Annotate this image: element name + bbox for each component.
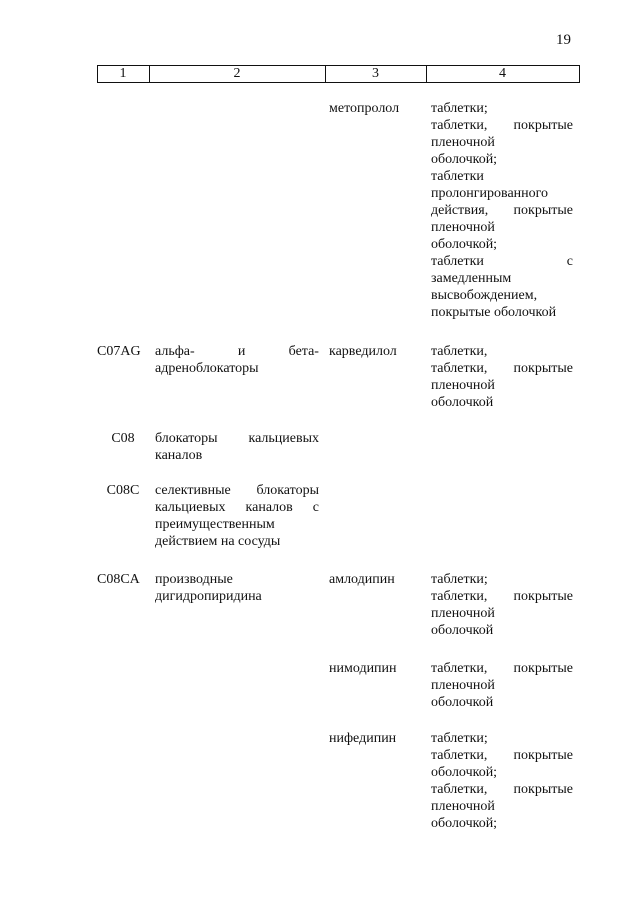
forms-word: пленочной — [431, 378, 495, 393]
group-line — [155, 499, 319, 516]
atc-code: C08C — [106, 483, 140, 498]
forms-line — [431, 781, 573, 798]
group-line — [155, 516, 319, 533]
atc-code: C07AG — [97, 344, 141, 359]
dosage-forms — [431, 660, 573, 711]
forms-line — [431, 747, 573, 764]
forms-word: таблетки, — [431, 782, 488, 797]
group-line — [155, 343, 319, 360]
forms-word: таблетки; — [431, 101, 488, 116]
group-word: кальциевых — [248, 431, 319, 446]
forms-word: покрытые — [513, 361, 573, 376]
forms-line — [431, 100, 573, 117]
atc-group-name — [155, 482, 319, 550]
forms-word: покрытые — [513, 661, 573, 676]
atc-code: C08 — [111, 431, 135, 446]
forms-word: таблетки, — [431, 748, 488, 763]
group-word: с — [312, 500, 319, 515]
forms-line — [431, 343, 573, 360]
dosage-forms — [431, 100, 573, 321]
forms-word: таблетки; — [431, 572, 488, 587]
forms-line — [431, 185, 573, 202]
forms-word: оболочкой — [431, 623, 494, 638]
forms-word: покрытые — [513, 118, 573, 133]
forms-line — [431, 360, 573, 377]
atc-group-name — [155, 571, 319, 605]
forms-word: пленочной — [431, 135, 495, 150]
forms-line — [431, 394, 573, 411]
forms-word: оболочкой; — [431, 816, 498, 831]
group-line — [155, 430, 319, 447]
page-number: 19 — [556, 32, 571, 48]
group-word: альфа- — [155, 344, 195, 359]
forms-line — [431, 660, 573, 677]
forms-line — [431, 270, 573, 287]
drug-name: нимодипин — [329, 661, 397, 676]
forms-line — [431, 588, 573, 605]
group-word: кальциевых — [155, 500, 226, 515]
forms-word: покрытые — [513, 589, 573, 604]
forms-word: пленочной — [431, 678, 495, 693]
group-word: дигидропиридина — [155, 589, 262, 604]
forms-line — [431, 219, 573, 236]
forms-line — [431, 377, 573, 394]
group-word: бета- — [288, 344, 319, 359]
forms-line — [431, 605, 573, 622]
forms-line — [431, 677, 573, 694]
group-word: адреноблокаторы — [155, 361, 259, 376]
forms-line — [431, 815, 573, 832]
forms-line — [431, 571, 573, 588]
group-word: преимущественным — [155, 517, 275, 532]
group-word: действием на сосуды — [155, 534, 281, 549]
group-word: блокаторы — [256, 483, 319, 498]
forms-word: таблетки; — [431, 731, 488, 746]
header-col-3: 3 — [372, 66, 379, 81]
dosage-forms — [431, 343, 573, 411]
forms-line — [431, 730, 573, 747]
group-line — [155, 588, 319, 605]
forms-line — [431, 151, 573, 168]
header-col-1: 1 — [119, 66, 127, 81]
forms-word: пленочной — [431, 799, 495, 814]
forms-word: покрытые — [513, 203, 573, 218]
forms-word: покрытые — [513, 782, 573, 797]
forms-word: высвобождением, — [431, 288, 538, 303]
forms-word: действия, — [431, 203, 489, 218]
forms-word: замедленным — [431, 271, 512, 286]
forms-line — [431, 764, 573, 781]
forms-line — [431, 134, 573, 151]
forms-line — [431, 304, 573, 321]
group-line — [155, 533, 319, 550]
group-word: каналов — [245, 500, 293, 515]
forms-word: оболочкой; — [431, 765, 498, 780]
drug-name: метопролол — [329, 101, 400, 116]
group-word: блокаторы — [155, 431, 218, 446]
forms-word: оболочкой — [431, 695, 494, 710]
forms-word: пленочной — [431, 606, 495, 621]
drug-name: карведилол — [329, 344, 397, 359]
forms-word: пленочной — [431, 220, 495, 235]
group-line — [155, 571, 319, 588]
forms-word: покрытые оболочкой — [431, 305, 557, 320]
dosage-forms — [431, 571, 573, 639]
forms-line — [431, 253, 573, 270]
forms-word: оболочкой; — [431, 152, 498, 167]
header-col-2: 2 — [233, 66, 241, 81]
forms-line — [431, 798, 573, 815]
forms-line — [431, 694, 573, 711]
table-header — [97, 65, 580, 83]
atc-group-name — [155, 430, 319, 464]
group-word: селективные — [155, 483, 231, 498]
drug-name: нифедипин — [329, 731, 397, 746]
group-word: каналов — [155, 448, 203, 463]
forms-line — [431, 168, 573, 185]
atc-code: C08CA — [97, 572, 140, 587]
atc-group-name — [155, 343, 319, 377]
group-line — [155, 360, 319, 377]
forms-word: таблетки, — [431, 589, 488, 604]
forms-word: таблетки, — [431, 661, 488, 676]
forms-word: покрытые — [513, 748, 573, 763]
forms-line — [431, 622, 573, 639]
forms-word: таблетки, — [431, 361, 488, 376]
dosage-forms — [431, 730, 573, 832]
forms-word: пролонгированного — [431, 186, 549, 201]
group-word: и — [237, 344, 246, 359]
forms-word: таблетки — [431, 169, 484, 184]
group-word: производные — [155, 572, 233, 587]
forms-word: с — [566, 254, 573, 269]
drug-name: амлодипин — [329, 572, 395, 587]
header-col-4: 4 — [499, 66, 506, 81]
forms-line — [431, 236, 573, 253]
forms-word: таблетки, — [431, 118, 488, 133]
forms-word: оболочкой; — [431, 237, 498, 252]
group-line — [155, 447, 319, 464]
forms-word: оболочкой — [431, 395, 494, 410]
forms-word: таблетки — [431, 254, 484, 269]
forms-word: таблетки, — [431, 344, 488, 359]
group-line — [155, 482, 319, 499]
forms-line — [431, 287, 573, 304]
forms-line — [431, 202, 573, 219]
forms-line — [431, 117, 573, 134]
